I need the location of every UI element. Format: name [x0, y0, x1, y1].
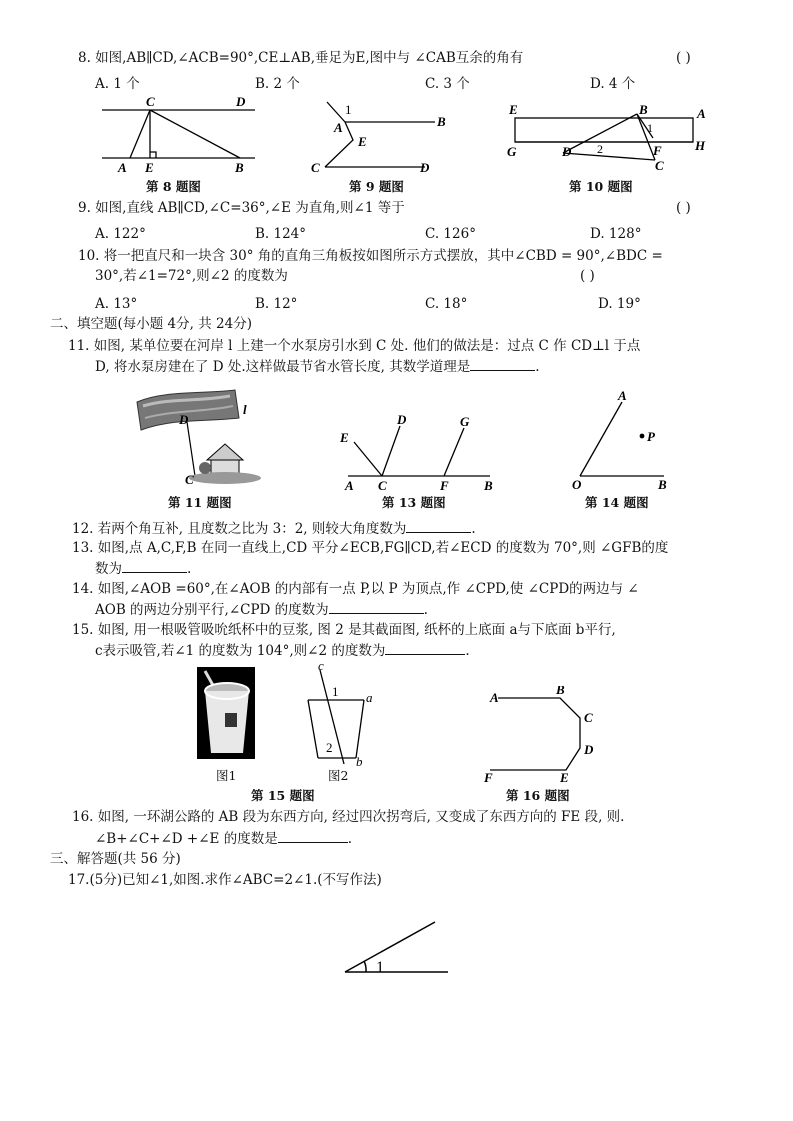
- fig10-label-h: H: [695, 138, 706, 153]
- q14-line2-wrap: [95, 600, 428, 619]
- fig16-label-b: B: [556, 686, 565, 697]
- q9-opt-c: C. 126°: [425, 226, 476, 242]
- fig16-label-a: A: [490, 690, 499, 705]
- fig10-label-2: 2: [597, 142, 603, 156]
- q12-end: .: [471, 521, 476, 537]
- fig13-label-f: F: [440, 478, 449, 492]
- q14-line2: AOB 的两边分别平行,∠CPD 的度数为: [95, 602, 329, 618]
- q14-end: .: [423, 602, 428, 618]
- fig13-label-g: G: [460, 414, 470, 429]
- fig15-label-a: a: [366, 690, 373, 705]
- figure-q16: [484, 686, 614, 786]
- q8-stem: 8. 如图,AB∥CD,∠ACB=90°,CE⊥AB,垂足为E,图中与 ∠CAB互余的角有: [78, 50, 524, 66]
- caption-f14: 第 14 题图: [585, 495, 649, 510]
- figure-q13: [340, 412, 500, 492]
- figure-q15-section: [300, 660, 380, 770]
- q9-stem: 9. 如图,直线 AB∥CD,∠C=36°,∠E 为直角,则∠1 等于: [78, 200, 405, 216]
- fig17-label-1: 1: [376, 959, 384, 976]
- fig13-label-e: E: [340, 430, 349, 445]
- q11-line2-wrap: [95, 357, 540, 376]
- q15-line2: c表示吸管,若∠1 的度数为 104°,则∠2 的度数为: [95, 643, 386, 659]
- fig16-label-c: C: [584, 710, 593, 725]
- fig13-label-a: A: [345, 478, 354, 492]
- fig8-label-a: A: [118, 160, 127, 175]
- fig10-label-e: E: [509, 102, 518, 117]
- caption-f9: 第 9 题图: [349, 179, 404, 194]
- fig9-label-b: B: [437, 114, 446, 129]
- q8-opt-c: C. 3 个: [425, 76, 470, 92]
- fig10-label-a: A: [697, 106, 706, 121]
- fig10-label-b: B: [639, 102, 648, 117]
- fig10-label-d: D: [562, 144, 572, 159]
- figure-q17-angle: [340, 912, 455, 982]
- q17-text: 17.(5分)已知∠1,如图.求作∠ABC=2∠1.(不写作法): [68, 872, 382, 888]
- caption-f11: 第 11 题图: [168, 495, 232, 510]
- q8-opt-a: A. 1 个: [95, 76, 140, 92]
- caption-f15: 第 15 题图: [251, 788, 315, 803]
- figure-q15-photo: [197, 667, 255, 759]
- q13-line2: 数为: [95, 561, 122, 577]
- q11-answer-blank[interactable]: [470, 357, 535, 371]
- fig15-label-c: c: [318, 660, 324, 673]
- fig14-label-b: B: [658, 477, 667, 492]
- caption-f15b: 图2: [328, 768, 349, 783]
- q8-opt-d: D. 4 个: [590, 76, 636, 92]
- q16-end: .: [347, 831, 352, 847]
- caption-f10: 第 10 题图: [569, 179, 633, 194]
- fig15-label-1: 1: [332, 684, 339, 699]
- q13-end: .: [187, 561, 192, 577]
- q15-line1: 15. 如图, 用一根吸管吸吮纸杯中的豆浆, 图 2 是其截面图, 纸杯的上底面 a与下底面 b平行,: [72, 622, 616, 638]
- fig9-label-a: A: [334, 120, 343, 135]
- fig16-label-d: D: [584, 742, 594, 757]
- caption-f16: 第 16 题图: [506, 788, 570, 803]
- q12-text: 12. 若两个角互补, 且度数之比为 3：2, 则较大角度数为: [72, 521, 407, 537]
- q10-opt-c: C. 18°: [425, 296, 468, 312]
- fig13-label-b: B: [484, 478, 493, 492]
- q10-opt-d: D. 19°: [598, 296, 641, 312]
- section-2-heading: 二、填空题(每小题 4分, 共 24分): [50, 316, 252, 332]
- q15-line2-wrap: [95, 641, 470, 660]
- fig8-label-b: B: [235, 160, 244, 175]
- caption-f13: 第 13 题图: [382, 495, 446, 510]
- fig13-label-d: D: [397, 412, 407, 427]
- q9-opt-b: B. 124°: [255, 226, 307, 242]
- caption-f8: 第 8 题图: [146, 179, 201, 194]
- fig11-label-d: D: [179, 412, 189, 427]
- q13-line1: 13. 如图,点 A,C,F,B 在同一直线上,CD 平分∠ECB,FG∥CD,若∠ECD 的度数为 70°,则 ∠GFB的度: [72, 540, 669, 556]
- fig9-label-e: E: [358, 134, 367, 149]
- q9-opt-d: D. 128°: [590, 226, 642, 242]
- fig11-label-l: l: [243, 402, 247, 417]
- q11-end: .: [535, 359, 540, 375]
- q13-line2-wrap: [95, 559, 191, 578]
- q10-opt-b: B. 12°: [255, 296, 298, 312]
- q11-line2: D, 将水泵房建在了 D 处.这样做最节省水管长度, 其数学道理是: [95, 359, 471, 375]
- fig14-label-p: P: [647, 429, 655, 444]
- figure-q14: [568, 388, 678, 492]
- fig10-label-1: 1: [647, 121, 653, 135]
- q8-paren: ( ): [676, 50, 691, 66]
- fig10-label-f: F: [653, 143, 662, 158]
- fig15-label-2: 2: [326, 740, 333, 755]
- fig9-label-1: 1: [345, 102, 352, 117]
- fig13-label-c: C: [378, 478, 387, 492]
- fig8-label-c: C: [146, 94, 155, 109]
- q15-end: .: [465, 643, 470, 659]
- fig9-label-d: D: [420, 160, 430, 175]
- q16-answer-blank[interactable]: [278, 829, 348, 843]
- q13-answer-blank[interactable]: [122, 559, 187, 573]
- fig14-label-o: O: [572, 477, 582, 492]
- q14-line1: 14. 如图,∠AOB =60°,在∠AOB 的内部有一点 P,以 P 为顶点,作 ∠CPD,使 ∠CPD的两边与 ∠: [72, 581, 639, 597]
- fig9-label-c: C: [311, 160, 320, 175]
- q15-answer-blank[interactable]: [385, 641, 465, 655]
- fig11-label-c: C: [185, 472, 194, 487]
- figure-q9: [305, 100, 455, 180]
- fig8-label-e: E: [145, 160, 154, 175]
- q14-answer-blank[interactable]: [329, 600, 424, 614]
- q9-paren: ( ): [676, 200, 691, 216]
- q12-answer-blank[interactable]: [406, 519, 471, 533]
- fig15-label-b: b: [356, 754, 363, 769]
- q16-line1: 16. 如图, 一环湖公路的 AB 段为东西方向, 经过四次拐弯后, 又变成了东西方向的 FE 段, 则.: [72, 809, 625, 825]
- figure-q8: [100, 92, 260, 177]
- fig16-label-f: F: [484, 770, 493, 785]
- q10-line2: 30°,若∠1=72°,则∠2 的度数为: [95, 268, 288, 284]
- fig10-label-g: G: [507, 144, 517, 159]
- q12-wrap: [72, 519, 476, 538]
- section-3-heading: 三、解答题(共 56 分): [50, 851, 181, 867]
- q10-paren: ( ): [580, 268, 595, 284]
- q11-line1: 11. 如图, 某单位要在河岸 l 上建一个水泵房引水到 C 处. 他们的做法是：过点 C 作 CD⊥l 于点: [68, 338, 641, 354]
- q16-line2-wrap: [95, 829, 352, 848]
- q16-line2: ∠B+∠C+∠D +∠E 的度数是: [95, 831, 278, 847]
- figure-q10: [505, 98, 715, 176]
- figure-q11: [135, 388, 265, 488]
- q8-opt-b: B. 2 个: [255, 76, 300, 92]
- fig10-label-c: C: [655, 158, 664, 173]
- fig14-label-a: A: [618, 388, 627, 403]
- fig8-label-d: D: [236, 94, 246, 109]
- q9-opt-a: A. 122°: [95, 226, 146, 242]
- q10-opt-a: A. 13°: [95, 296, 138, 312]
- q10-line1: 10. 将一把直尺和一块含 30° 角的直角三角板按如图所示方式摆放，其中∠CBD = 90°,∠BDC =: [78, 248, 663, 264]
- caption-f15a: 图1: [216, 768, 237, 783]
- fig16-label-e: E: [560, 770, 569, 785]
